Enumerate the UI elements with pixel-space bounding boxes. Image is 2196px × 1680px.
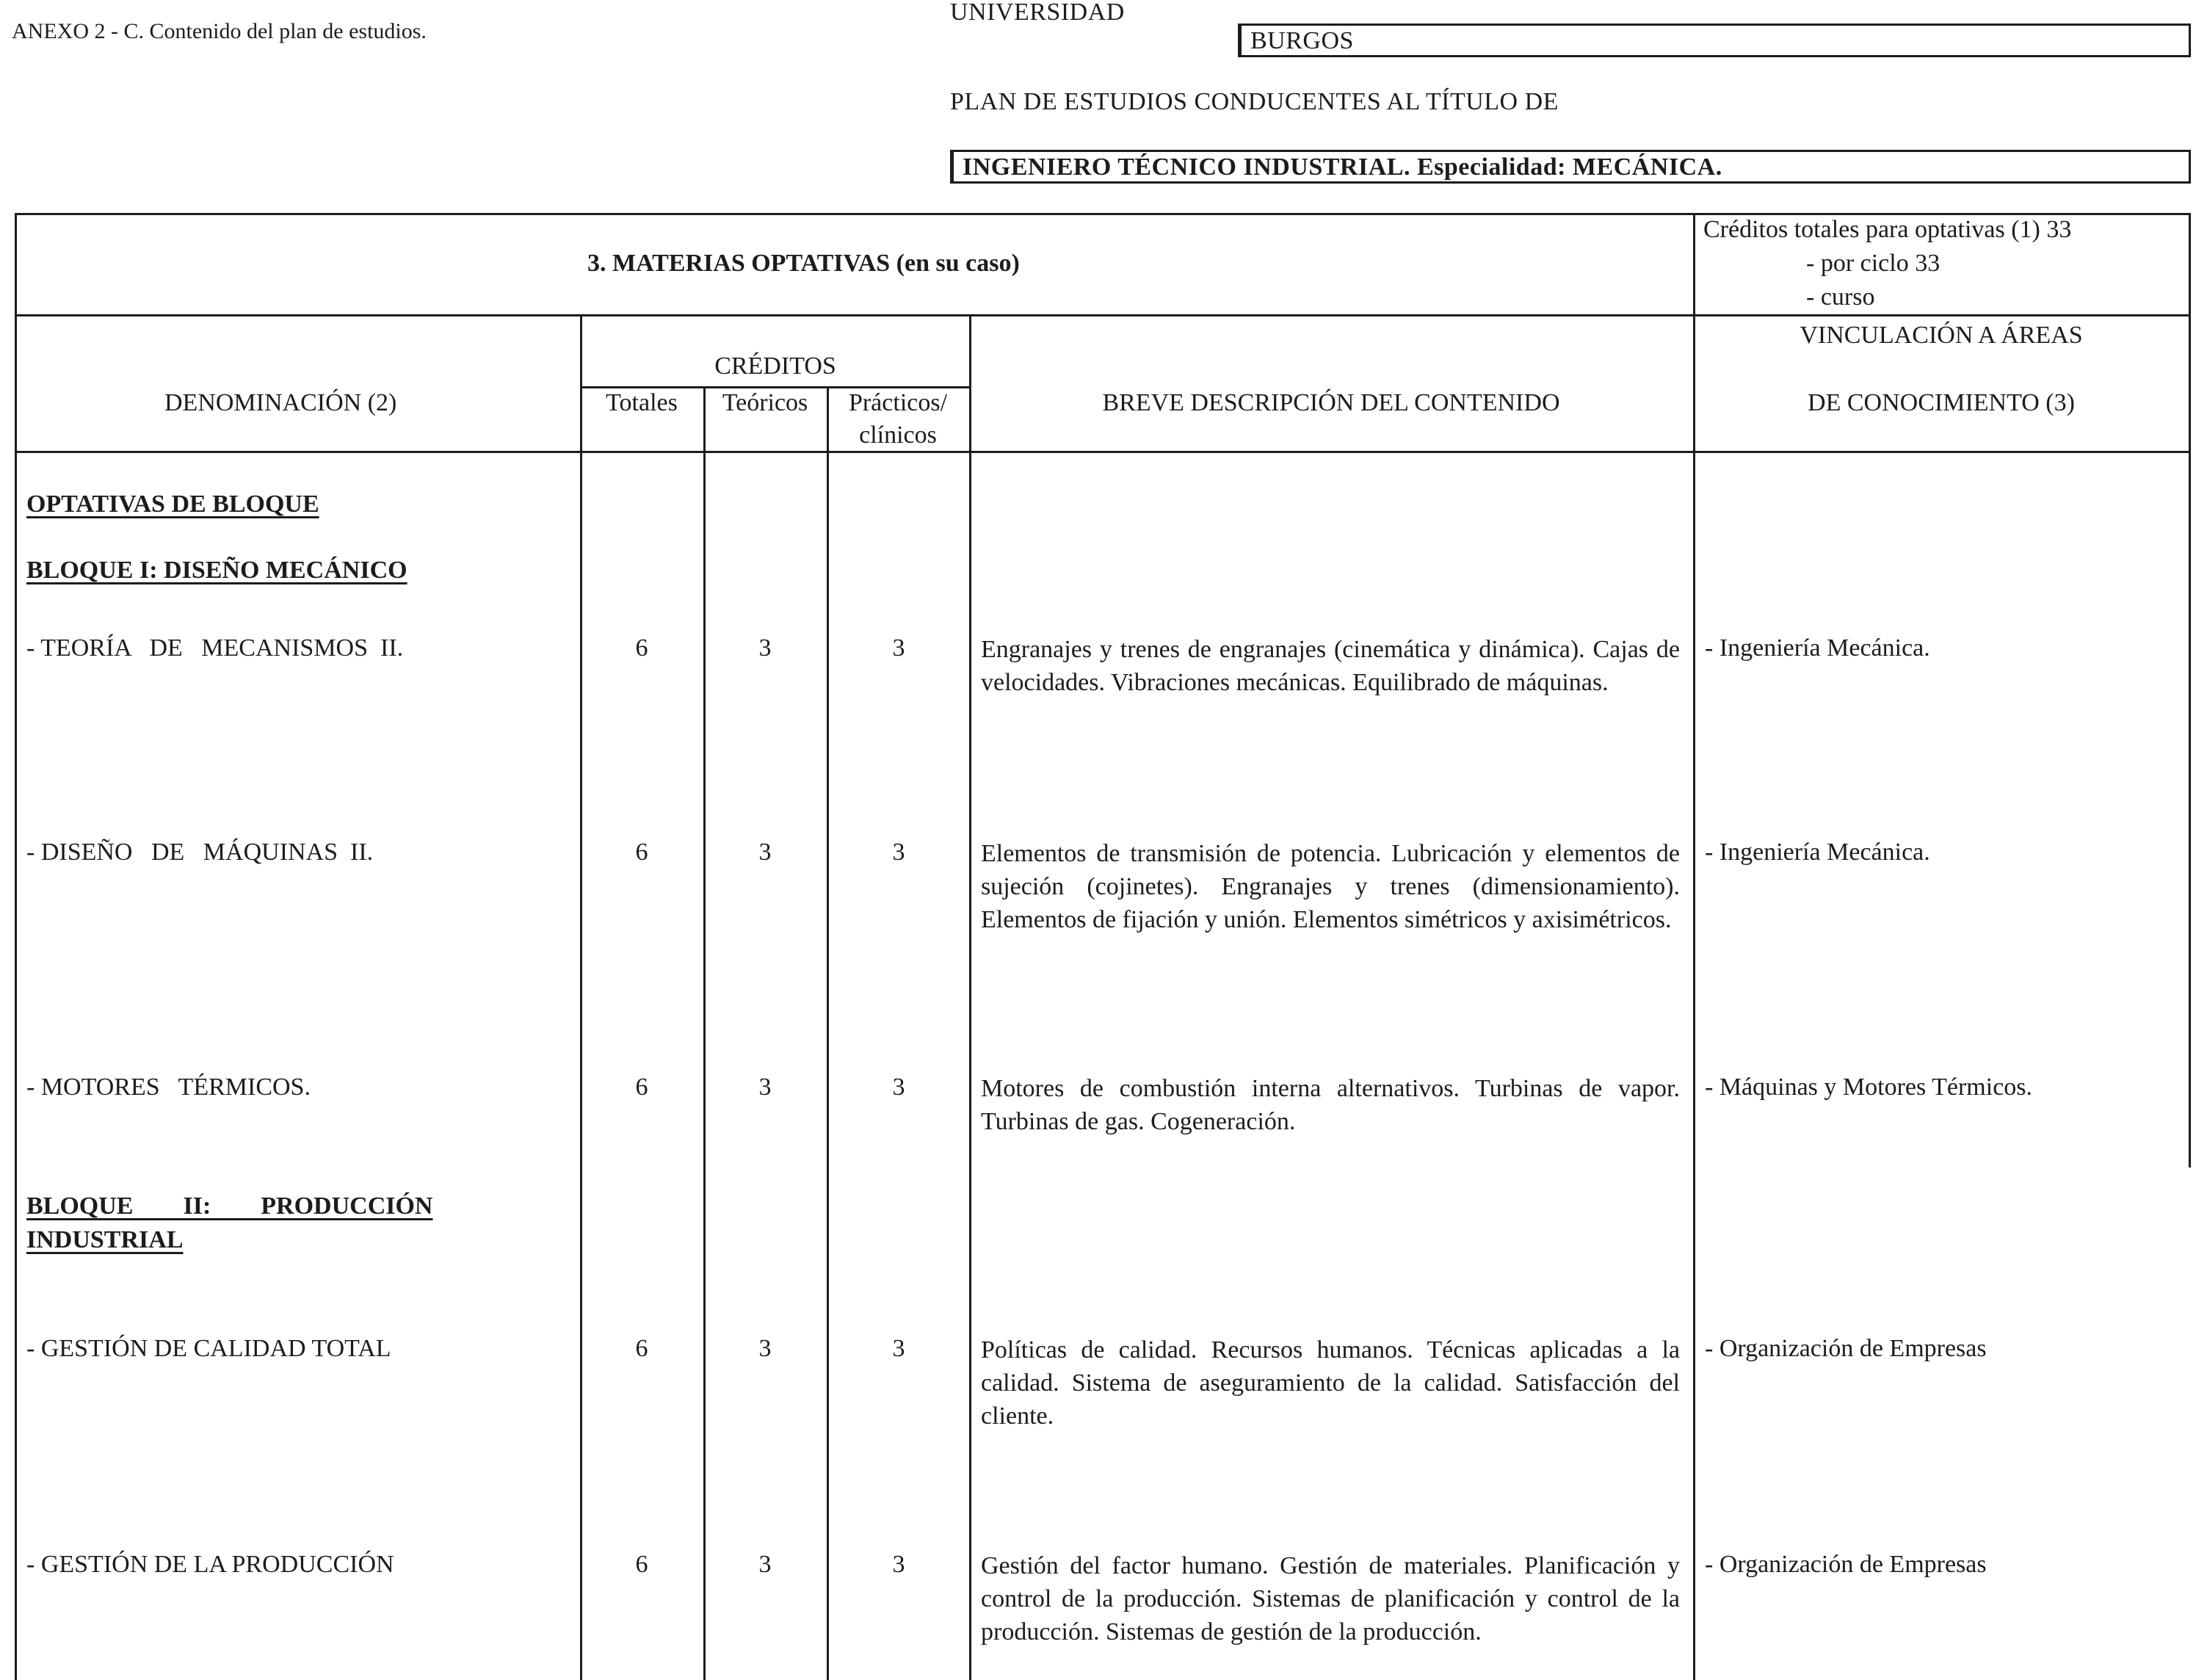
area-col-divider: [1693, 213, 1695, 1680]
subject-name: - TEORÍA DE MECANISMOS II.: [26, 634, 404, 662]
knowledge-area: - Organización de Empresas: [1705, 1335, 1987, 1362]
col-header-teoricos: Teóricos: [722, 389, 808, 416]
subject-description: Políticas de calidad. Recursos humanos. Técnicas aplicadas a la calidad. Sistema de aseguramiento de la calidad. Satisfacción del cliente.: [981, 1336, 1680, 1430]
annex-label: ANEXO 2 - C. Contenido del plan de estudios.: [12, 19, 427, 43]
totales-col-divider: [580, 314, 582, 1680]
university-label: UNIVERSIDAD: [950, 0, 1125, 26]
subject-description: Motores de combustión interna alternativos. Turbinas de vapor. Turbinas de gas. Cogeneración.: [981, 1075, 1680, 1135]
credits-teoricos: 3: [758, 1073, 772, 1101]
subject-description: Gestión del factor humano. Gestión de materiales. Planificación y control de la producción. Sistemas de planificación y control de la producción. Sistemas de gestión de la producción.: [981, 1552, 1680, 1645]
credits-totales: 6: [635, 1073, 648, 1101]
credits-practicos: 3: [892, 1551, 905, 1578]
table-title: 3. MATERIAS OPTATIVAS (en su caso): [587, 250, 1020, 277]
block-2-title-line1: BLOQUE II: PRODUCCIÓN: [26, 1192, 433, 1220]
subject-name: - GESTIÓN DE CALIDAD TOTAL: [26, 1335, 391, 1362]
teoricos-col-divider: [703, 386, 706, 1680]
col-header-totales: Totales: [606, 389, 678, 416]
col-header-vinculacion-2: DE CONOCIMIENTO (3): [1808, 389, 2075, 416]
credits-totales: 6: [635, 839, 648, 866]
credits-practicos: 3: [892, 1073, 905, 1101]
credits-teoricos: 3: [758, 839, 772, 866]
credits-summary-line2: - por ciclo 33: [1806, 250, 1940, 277]
header-divider: [15, 451, 2191, 453]
block-1-title: BLOQUE I: DISEÑO MECÁNICO: [26, 557, 407, 584]
plan-label: PLAN DE ESTUDIOS CONDUCENTES AL TÍTULO DE: [950, 88, 1559, 115]
table-top-border: [15, 213, 2191, 215]
credits-practicos: 3: [892, 634, 905, 662]
university-value: BURGOS: [1250, 27, 1354, 54]
block-2-title-line2: INDUSTRIAL: [26, 1226, 184, 1253]
subject-description: Engranajes y trenes de engranajes (cinemática y dinámica). Cajas de velocidades. Vibraciones mecánicas. Equilibrado de máquinas.: [981, 636, 1680, 696]
credits-practicos: 3: [892, 1335, 905, 1362]
credits-teoricos: 3: [758, 634, 772, 662]
credits-summary-line3: - curso: [1806, 283, 1875, 311]
credits-totales: 6: [635, 1551, 648, 1578]
col-header-practicos: Prácticos/: [848, 389, 948, 416]
credits-totales: 6: [635, 1335, 648, 1362]
credits-practicos: 3: [892, 839, 905, 866]
table-left-border: [15, 213, 17, 1680]
col-header-clinicos: clínicos: [859, 421, 937, 449]
title-divider: [15, 314, 2191, 316]
credits-totales: 6: [635, 634, 648, 662]
university-field: [1238, 23, 2191, 57]
credits-teoricos: 3: [758, 1551, 772, 1578]
degree-field: [950, 150, 2191, 184]
knowledge-area: - Máquinas y Motores Térmicos.: [1705, 1073, 2033, 1101]
subject-name: - GESTIÓN DE LA PRODUCCIÓN: [26, 1551, 394, 1578]
subject-name: - MOTORES TÉRMICOS.: [26, 1073, 311, 1101]
col-header-denominacion: DENOMINACIÓN (2): [164, 389, 397, 416]
knowledge-area: - Ingeniería Mecánica.: [1705, 839, 1930, 866]
credits-teoricos: 3: [758, 1335, 772, 1362]
knowledge-area: - Organización de Empresas: [1705, 1551, 1987, 1578]
col-header-creditos: CRÉDITOS: [714, 352, 836, 380]
section-title: OPTATIVAS DE BLOQUE: [26, 490, 319, 518]
practicos-col-divider: [827, 386, 829, 1680]
col-header-vinculacion-1: VINCULACIÓN A ÁREAS: [1800, 322, 2083, 349]
degree-value: INGENIERO TÉCNICO INDUSTRIAL. Especialidad: MECÁNICA.: [963, 153, 1722, 181]
descripcion-col-divider: [969, 314, 971, 1680]
subject-name: - DISEÑO DE MÁQUINAS II.: [26, 839, 374, 866]
col-header-descripcion: BREVE DESCRIPCIÓN DEL CONTENIDO: [1102, 389, 1560, 416]
table-right-border: [2189, 213, 2191, 1167]
creditos-divider: [580, 386, 971, 388]
credits-summary-line1: Créditos totales para optativas (1) 33: [1703, 216, 2072, 243]
subject-description: Elementos de transmisión de potencia. Lubricación y elementos de sujeción (cojinetes). Engranajes y trenes (dimensionamiento). Elementos de fijación y unión. Elementos simétricos y axisimétricos.: [981, 840, 1680, 933]
knowledge-area: - Ingeniería Mecánica.: [1705, 634, 1930, 662]
